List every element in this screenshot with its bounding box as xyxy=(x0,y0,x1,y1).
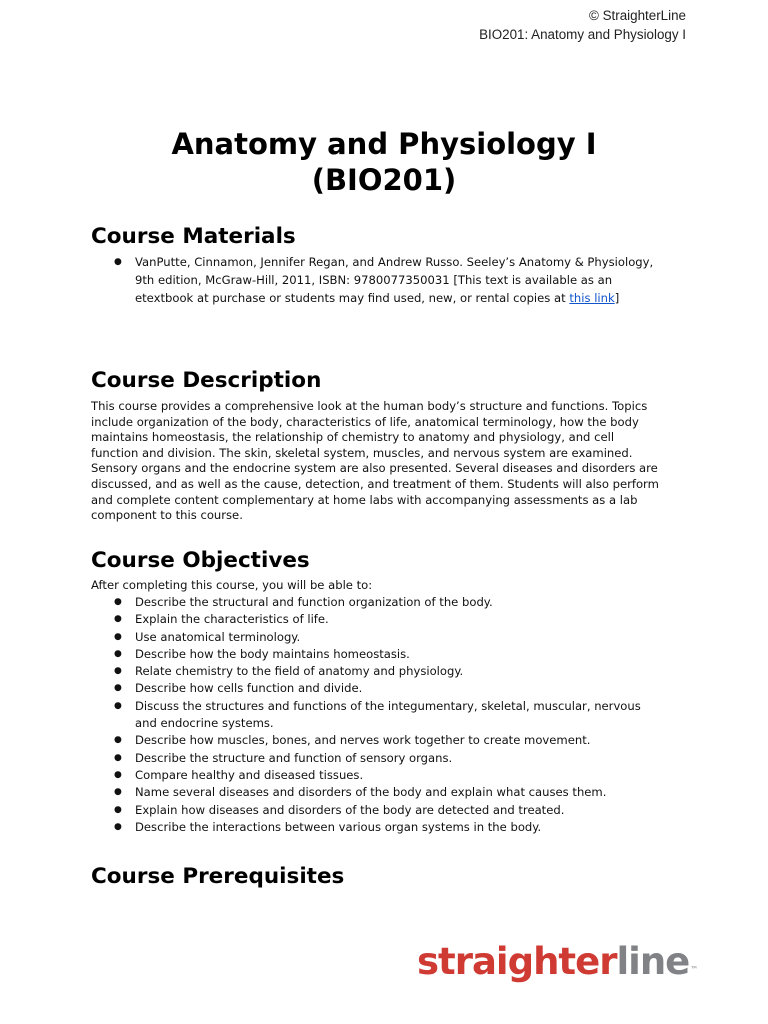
logo-part-straighter: straighter xyxy=(417,940,617,983)
list-item xyxy=(91,680,661,697)
objective-text: Explain how diseases and disorders of the body are detected and treated. xyxy=(135,802,565,817)
objective-text: Describe how the body maintains homeostasis. xyxy=(135,646,410,661)
objective-text: Compare healthy and diseased tissues. xyxy=(135,767,364,782)
list-item xyxy=(91,663,661,680)
trademark-symbol: ™ xyxy=(690,965,699,974)
straighterline-logo xyxy=(417,940,698,992)
bullet-icon: ● xyxy=(114,666,122,677)
bullet-icon: ● xyxy=(114,631,122,642)
bullet-icon: ● xyxy=(114,752,122,763)
list-item xyxy=(91,732,661,749)
list-item xyxy=(91,802,661,819)
bullet-icon: ● xyxy=(114,683,122,694)
bullet-icon: ● xyxy=(114,700,122,711)
material-text-end: ] xyxy=(614,290,620,305)
list-item xyxy=(91,629,661,646)
document-header xyxy=(479,6,686,44)
list-item xyxy=(91,784,661,801)
course-objectives-list xyxy=(91,594,661,836)
title-line-2: (BIO201) xyxy=(311,163,457,197)
objective-text: Discuss the structures and functions of the integumentary, skeletal, muscular, nervous and endocrine systems. xyxy=(135,698,641,731)
bullet-icon: ● xyxy=(114,804,122,815)
objectives-intro: After completing this course, you will be able to: xyxy=(91,578,373,592)
list-item xyxy=(91,698,661,733)
list-item xyxy=(91,646,661,663)
logo-part-line: line xyxy=(616,940,690,983)
page-title xyxy=(0,126,768,198)
objective-text: Use anatomical terminology. xyxy=(135,629,301,644)
objective-text: Describe how cells function and divide. xyxy=(135,681,363,696)
list-item xyxy=(91,819,661,836)
bullet-icon: ● xyxy=(114,648,122,659)
bullet-icon: ● xyxy=(114,735,122,746)
course-code: BIO201: Anatomy and Physiology I xyxy=(479,27,686,42)
course-materials-list xyxy=(91,254,661,307)
list-item xyxy=(91,594,661,611)
course-objectives-heading: Course Objectives xyxy=(91,548,310,573)
material-text: VanPutte, Cinnamon, Jennifer Regan, and Andrew Russo. Seeley’s Anatomy & Physiology, 9th edition, McGraw-Hill, 2011, ISBN: 9780077350031 [This text is available as an etextbook at purchase or students may find used, new, or rental copies at xyxy=(135,255,654,305)
objective-text: Describe the structure and function of sensory organs. xyxy=(135,750,453,765)
list-item xyxy=(91,254,661,307)
this-link[interactable]: this link xyxy=(569,290,615,305)
bullet-icon: ● xyxy=(114,597,122,607)
bullet-icon: ● xyxy=(114,614,122,625)
objective-text: Name several diseases and disorders of the body and explain what causes them. xyxy=(135,785,607,800)
objective-text: Relate chemistry to the field of anatomy and physiology. xyxy=(135,664,464,679)
course-description-text: This course provides a comprehensive look at the human body’s structure and functions. Topics include organization of the body, characteristics of life, anatomical terminology, how the body maintains homeostasis, the relationship of chemistry to anatomy and physiology, and cell function and division. The skin, skeletal system, muscles, and nervous system are examined. Sensory organs and the endocrine system are also presented. Several diseases and disorders are discussed, and as well as the cause, detection, and treatment of them. Students will also perform and complete content complementary at home labs with accompanying assessments as a lab component to this course. xyxy=(91,399,659,523)
list-item xyxy=(91,767,661,784)
bullet-icon: ● xyxy=(114,769,122,780)
bullet-icon: ● xyxy=(114,257,122,267)
bullet-icon: ● xyxy=(114,821,122,832)
course-prerequisites-heading: Course Prerequisites xyxy=(91,864,345,889)
list-item xyxy=(91,611,661,628)
objective-text: Describe the interactions between various organ systems in the body. xyxy=(135,819,542,834)
list-item xyxy=(91,750,661,767)
course-materials-heading: Course Materials xyxy=(91,224,296,249)
copyright-notice: © StraighterLine xyxy=(589,8,686,23)
bullet-icon: ● xyxy=(114,787,122,798)
objective-text: Explain the characteristics of life. xyxy=(135,612,329,627)
title-line-1: Anatomy and Physiology I xyxy=(171,127,597,161)
objective-text: Describe how muscles, bones, and nerves work together to create movement. xyxy=(135,733,591,748)
objective-text: Describe the structural and function organization of the body. xyxy=(135,595,493,609)
course-description-heading: Course Description xyxy=(91,368,322,393)
